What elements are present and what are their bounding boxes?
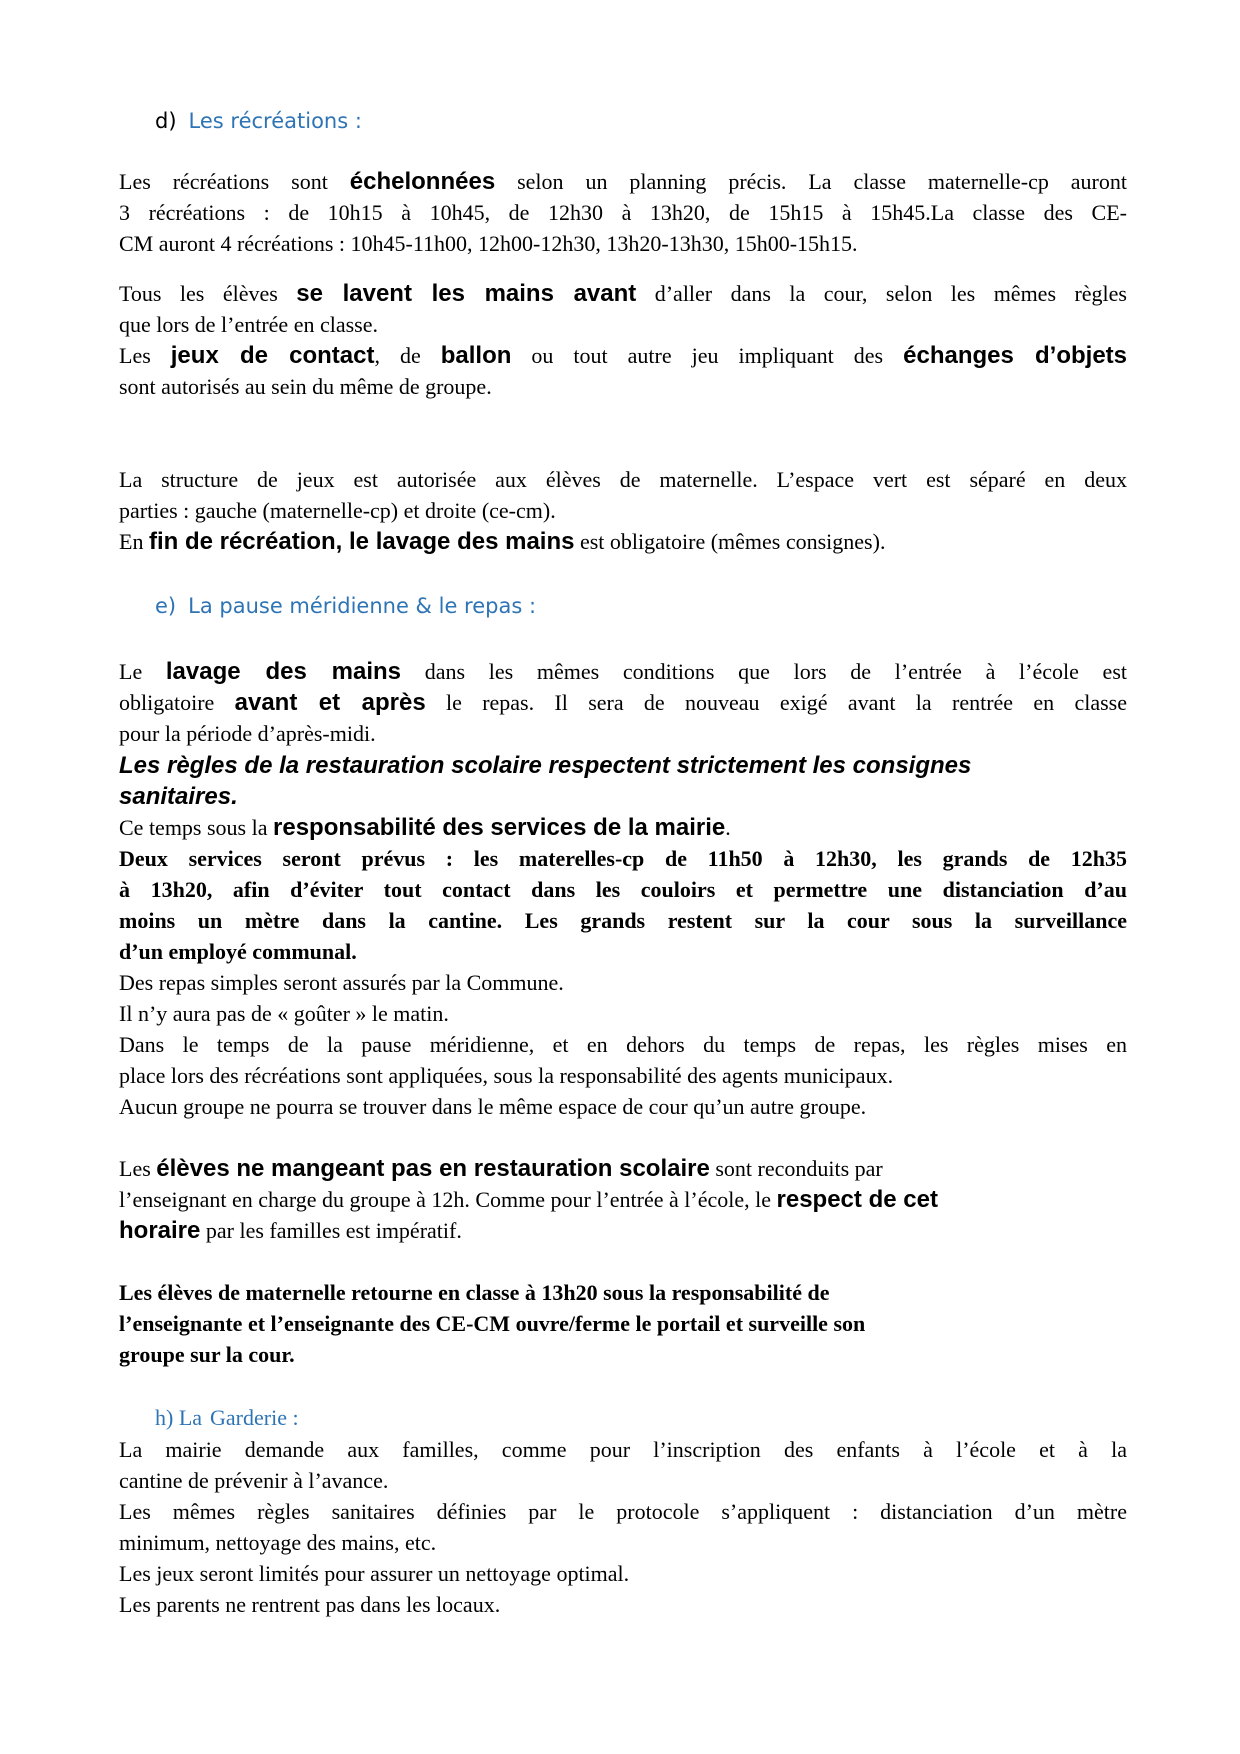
text-line: Les jeux seront limités pour assurer un nettoyage optimal.	[119, 1561, 630, 1586]
text-line: que lors de l’entrée en classe.	[119, 312, 378, 337]
paragraph-two-services	[119, 843, 1127, 967]
text-line: Deux services seront prévus : les materelles-cp de 11h50 à 12h30, les grands de 12h35	[119, 846, 1127, 871]
section-title: Les récréations :	[188, 109, 362, 133]
text-line: Les élèves ne mangeant pas en restauration scolaire sont reconduits par	[119, 1155, 883, 1182]
paragraph-garderie	[119, 1434, 1127, 1620]
text-line: Tous les élèves se lavent les mains avant d’aller dans la cour, selon les mêmes règles	[119, 280, 1127, 307]
text-line: place lors des récréations sont appliquées, sous la responsabilité des agents municipaux.	[119, 1063, 894, 1088]
text-line: à 13h20, afin d’éviter tout contact dans les couloirs et permettre une distanciation d’au	[119, 877, 1127, 902]
section-title: Garderie :	[210, 1405, 299, 1430]
paragraph-mairie-responsibility	[119, 812, 1127, 843]
text-line: l’enseignante et l’enseignante des CE-CM ouvre/ferme le portail et surveille son	[119, 1311, 866, 1336]
paragraph-non-canteen-pupils	[119, 1153, 1127, 1246]
text-line: cantine de prévenir à l’avance.	[119, 1468, 389, 1493]
text-line: La structure de jeux est autorisée aux élèves de maternelle. L’espace vert est séparé en deux	[119, 467, 1127, 492]
section-number: e)	[155, 594, 177, 618]
text-line: Il n’y aura pas de « goûter » le matin.	[119, 1001, 449, 1026]
text-line: pour la période d’après-midi.	[119, 721, 376, 746]
section-number: h) La	[155, 1405, 203, 1430]
text-line: Dans le temps de la pause méridienne, et en dehors du temps de repas, les règles mises en	[119, 1032, 1127, 1057]
text-line: groupe sur la cour.	[119, 1342, 295, 1367]
section-title: La pause méridienne & le repas :	[188, 594, 537, 618]
text-line: CM auront 4 récréations : 10h45-11h00, 12h00-12h30, 13h20-13h30, 15h00-15h15.	[119, 231, 858, 256]
paragraph-meals	[119, 967, 1127, 1122]
paragraph-hand-washing	[119, 278, 1127, 340]
paragraph-play-structure	[119, 464, 1127, 526]
paragraph-catering-rules	[119, 750, 1109, 812]
paragraph-maternelle-return	[119, 1277, 1019, 1370]
text-line: Les parents ne rentrent pas dans les locaux.	[119, 1592, 501, 1617]
text-line: Les règles de la restauration scolaire respectent strictement les consignes	[119, 752, 972, 779]
text-line: Les élèves de maternelle retourne en classe à 13h20 sous la responsabilité de	[119, 1280, 830, 1305]
section-heading-d	[155, 106, 362, 136]
text-line: 3 récréations : de 10h15 à 10h45, de 12h30 à 13h20, de 15h15 à 15h45.La classe des CE-	[119, 200, 1127, 225]
paragraph-recreations-schedule	[119, 166, 1127, 259]
text-line: Des repas simples seront assurés par la Commune.	[119, 970, 564, 995]
text-line: Les récréations sont échelonnées selon un planning précis. La classe maternelle-cp auront	[119, 168, 1128, 195]
text-line: horaire par les familles est impératif.	[119, 1217, 462, 1244]
text-line: sont autorisés au sein du même de groupe.	[119, 374, 492, 399]
paragraph-end-of-recreation	[119, 526, 1127, 557]
text-line: Les mêmes règles sanitaires définies par le protocole s’appliquent : distanciation d’un mètre	[119, 1499, 1127, 1524]
text-line: Ce temps sous la responsabilité des services de la mairie.	[119, 814, 731, 841]
text-line: minimum, nettoyage des mains, etc.	[119, 1530, 437, 1555]
text-line: d’un employé communal.	[119, 939, 357, 964]
text-line: moins un mètre dans la cantine. Les grands restent sur la cour sous la surveillance	[119, 908, 1127, 933]
text-line: La mairie demande aux familles, comme pour l’inscription des enfants à l’école et à la	[119, 1437, 1127, 1462]
section-heading-h	[155, 1403, 299, 1433]
paragraph-contact-games	[119, 340, 1127, 402]
text-line: sanitaires.	[119, 783, 238, 810]
paragraph-lunch-hand-washing	[119, 656, 1127, 749]
text-line: l’enseignant en charge du groupe à 12h. Comme pour l’entrée à l’école, le respect de cet	[119, 1186, 938, 1213]
text-line: Aucun groupe ne pourra se trouver dans le même espace de cour qu’un autre groupe.	[119, 1094, 867, 1119]
section-number: d)	[155, 109, 177, 133]
text-line: obligatoire avant et après le repas. Il sera de nouveau exigé avant la rentrée en classe	[119, 689, 1127, 716]
text-line: Le lavage des mains dans les mêmes conditions que lors de l’entrée à l’école est	[119, 658, 1127, 685]
section-heading-e	[155, 591, 536, 621]
text-line: En fin de récréation, le lavage des mains est obligatoire (mêmes consignes).	[119, 528, 886, 555]
text-line: parties : gauche (maternelle-cp) et droite (ce-cm).	[119, 498, 556, 523]
text-line: Les jeux de contact, de ballon ou tout autre jeu impliquant des échanges d’objets	[119, 342, 1128, 369]
